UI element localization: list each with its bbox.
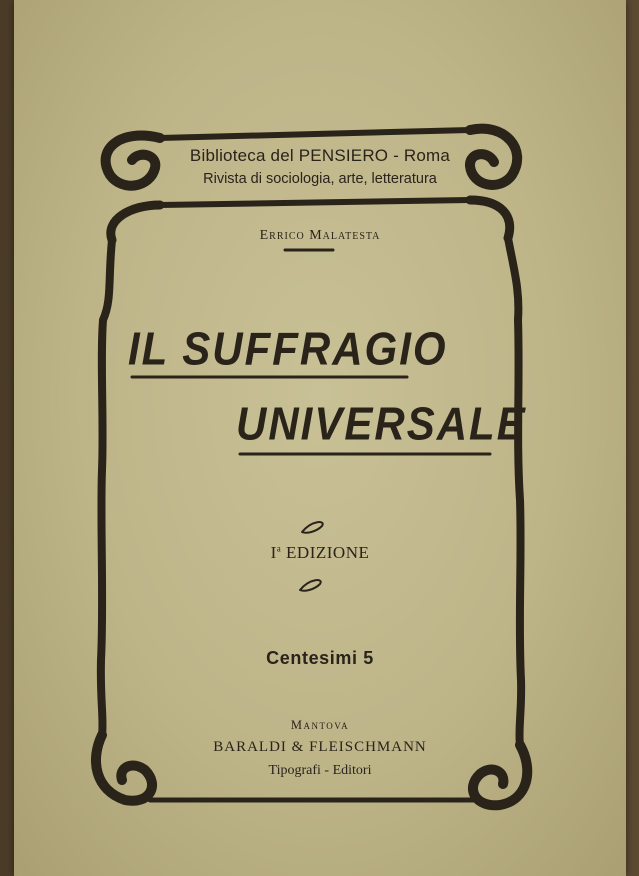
price-label: Centesimi 5 — [266, 648, 374, 668]
edition-suffix: a — [276, 543, 282, 554]
publisher-name: BARALDI & FLEISCHMANN — [213, 739, 427, 755]
publication-city: Mantova — [290, 718, 350, 732]
series-name: Biblioteca del PENSIERO - Roma — [189, 146, 451, 165]
publisher-role: Tipografi - Editori — [268, 763, 372, 778]
edition-word: EDIZIONE — [286, 543, 370, 562]
author-name: Errico Malatesta — [259, 228, 381, 243]
series-subtitle: Rivista di sociologia, arte, letteratura — [203, 171, 437, 187]
edition-number: I — [270, 543, 277, 562]
edition-label — [200, 543, 440, 563]
title-line-1: IL SUFFRAGIO — [128, 322, 448, 375]
title-line-2: UNIVERSALE — [236, 397, 527, 450]
